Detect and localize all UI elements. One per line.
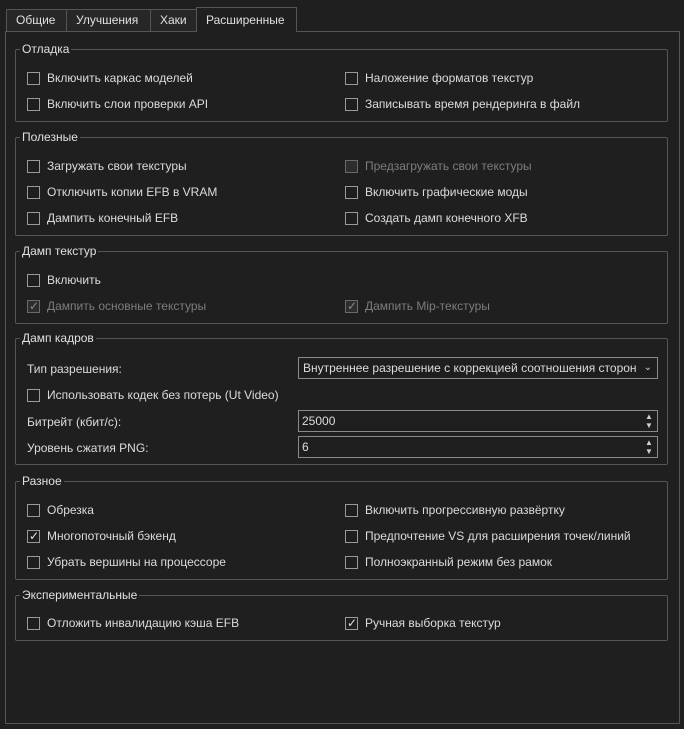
spin-up-icon[interactable]: ▲: [645, 438, 653, 447]
dump-mip-textures-checkbox[interactable]: [345, 298, 490, 314]
vs-expand-label: Предпочтение VS для расширения точек/линий: [365, 529, 631, 543]
render-time-label: Записывать время рендеринга в файл: [365, 97, 581, 111]
prefetch-textures-checkbox[interactable]: [345, 158, 532, 174]
spin-down-icon[interactable]: ▼: [645, 447, 653, 456]
tab-enhancements[interactable]: Улучшения: [66, 9, 151, 32]
check-icon: ✓: [346, 298, 358, 313]
check-icon: ✓: [28, 528, 40, 543]
progressive-scan-label: Включить прогрессивную развёртку: [365, 503, 565, 517]
tab-advanced[interactable]: Расширенные: [196, 7, 297, 32]
lossless-codec-label: Использовать кодек без потерь (Ut Video): [47, 388, 279, 402]
render-time-checkbox[interactable]: [345, 96, 580, 112]
bitrate-label: Битрейт (кбит/с):: [27, 415, 122, 429]
texture-overlay-label: Наложение форматов текстур: [365, 71, 534, 85]
spin-up-icon[interactable]: ▲: [645, 412, 653, 421]
group-texture-dump: [15, 244, 668, 324]
borderless-fullscreen-checkbox[interactable]: [345, 554, 552, 570]
wireframe-checkbox[interactable]: [27, 70, 193, 86]
prefetch-textures-label: Предзагружать свои текстуры: [365, 159, 532, 173]
texture-dump-enable-checkbox[interactable]: [27, 272, 101, 288]
disable-efb-copies-label: Отключить копии EFB в VRAM: [47, 185, 218, 199]
graphics-mods-label: Включить графические моды: [365, 185, 528, 199]
wireframe-label: Включить каркас моделей: [47, 71, 193, 85]
tab-hacks[interactable]: Хаки: [150, 9, 197, 32]
resolution-type-label: Тип разрешения:: [27, 362, 122, 376]
check-icon: ✓: [346, 615, 358, 630]
group-frame-dump-title: Дамп кадров: [22, 331, 94, 345]
dump-efb-label: Дампить конечный EFB: [47, 211, 179, 225]
bitrate-value: 25000: [302, 414, 336, 428]
png-compression-spinbox[interactable]: [298, 436, 658, 458]
dump-xfb-checkbox[interactable]: [345, 210, 528, 226]
crop-checkbox[interactable]: [27, 502, 94, 518]
vs-expand-checkbox[interactable]: [345, 528, 631, 544]
lossless-codec-checkbox[interactable]: [27, 387, 279, 403]
dump-xfb-label: Создать дамп конечного XFB: [365, 211, 528, 225]
texture-overlay-checkbox[interactable]: [345, 70, 533, 86]
disable-efb-copies-checkbox[interactable]: [27, 184, 217, 200]
check-icon: ✓: [28, 298, 40, 313]
png-compression-label: Уровень сжатия PNG:: [27, 441, 149, 455]
multithread-checkbox[interactable]: [27, 528, 176, 544]
advanced-page: [5, 31, 680, 724]
cpu-cull-label: Убрать вершины на процессоре: [47, 555, 226, 569]
resolution-type-dropdown[interactable]: [298, 357, 658, 379]
crop-label: Обрезка: [47, 503, 94, 517]
defer-efb-invalidation-label: Отложить инвалидацию кэша EFB: [47, 616, 240, 630]
group-texture-dump-title: Дамп текстур: [22, 244, 97, 258]
group-utility-title: Полезные: [22, 130, 78, 144]
dump-base-textures-checkbox[interactable]: [27, 298, 206, 314]
group-debug: [15, 42, 668, 122]
group-utility: [15, 130, 668, 236]
texture-dump-enable-label: Включить: [47, 273, 101, 287]
cpu-cull-checkbox[interactable]: [27, 554, 226, 570]
png-compression-value: 6: [302, 440, 309, 454]
load-textures-label: Загружать свои текстуры: [47, 159, 187, 173]
graphics-mods-checkbox[interactable]: [345, 184, 528, 200]
load-textures-checkbox[interactable]: [27, 158, 187, 174]
dump-mip-textures-label: Дампить Mip-текстуры: [365, 299, 490, 313]
spin-down-icon[interactable]: ▼: [645, 421, 653, 430]
group-misc-title: Разное: [22, 474, 62, 488]
bitrate-spinbox[interactable]: [298, 410, 658, 432]
chevron-down-icon: ⌄: [643, 362, 652, 373]
group-experimental: [15, 588, 668, 641]
borderless-fullscreen-label: Полноэкранный режим без рамок: [365, 555, 553, 569]
multithread-label: Многопоточный бэкенд: [47, 529, 176, 543]
api-layers-checkbox[interactable]: [27, 96, 208, 112]
progressive-scan-checkbox[interactable]: [345, 502, 565, 518]
group-misc: [15, 474, 668, 580]
tab-general[interactable]: Общие: [6, 9, 67, 32]
resolution-type-value: Внутреннее разрешение с коррекцией соотношения сторон: [303, 361, 637, 375]
dump-efb-checkbox[interactable]: [27, 210, 178, 226]
manual-texture-sampling-checkbox[interactable]: [345, 615, 501, 631]
group-frame-dump: [15, 331, 668, 465]
group-experimental-title: Экспериментальные: [22, 588, 138, 602]
api-layers-label: Включить слои проверки API: [47, 97, 209, 111]
dump-base-textures-label: Дампить основные текстуры: [47, 299, 207, 313]
defer-efb-invalidation-checkbox[interactable]: [27, 615, 239, 631]
group-debug-title: Отладка: [22, 42, 70, 56]
manual-texture-sampling-label: Ручная выборка текстур: [365, 616, 501, 630]
